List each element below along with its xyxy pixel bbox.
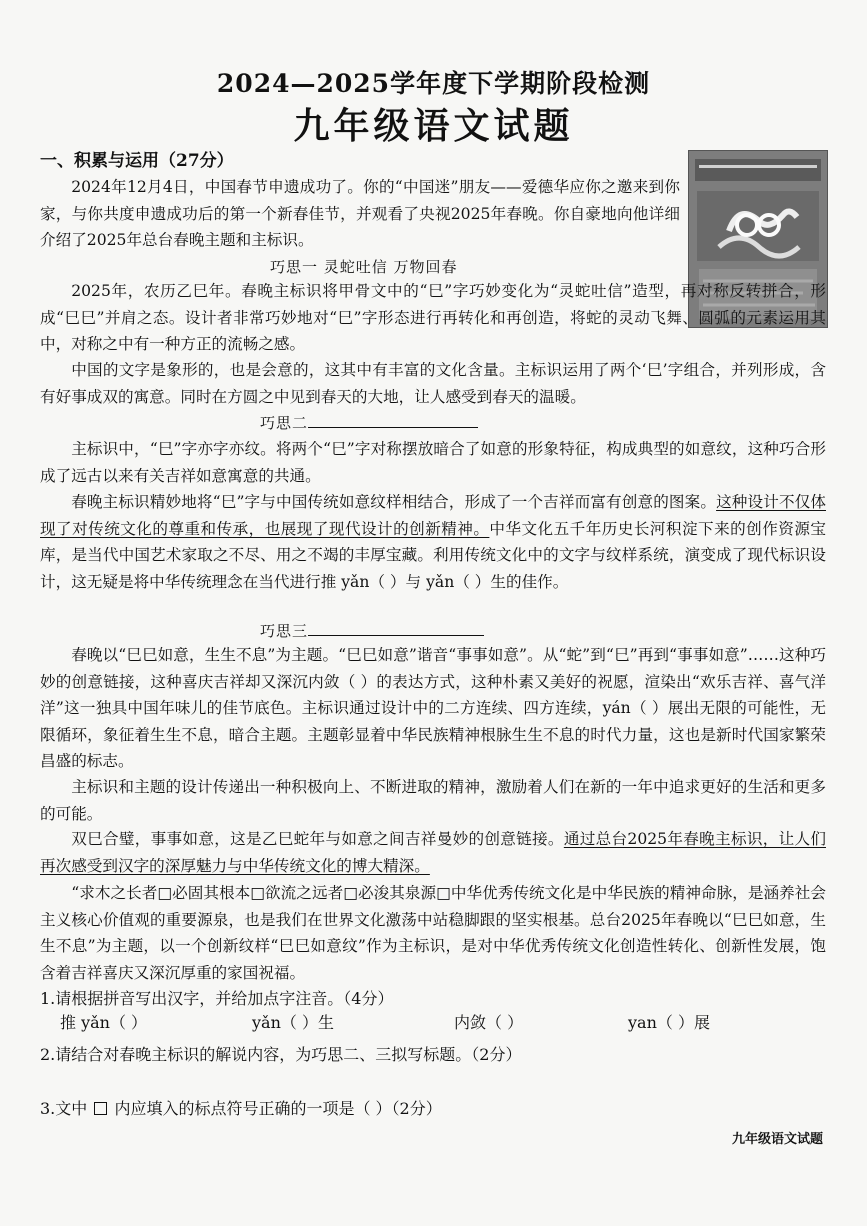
idea2-text-b: 中华文化五千年历史长河积淀下来的创作资源宝库，是当代中国艺术家取之不尽、用之不竭的丰厚宝藏。利用传统文化中的文字与纹样系统，演变成了现代标识设计，这无疑是将中华传统理念在当代进行推 yǎn（ ）与 yǎn（ ）生的佳作。: [40, 519, 826, 591]
intro-paragraph: 2024年12月4日，中国春节申遗成功了。你的“中国迷”朋友——爱德华应你之邀来到你家，与你共度申遗成功后的第一个新春佳节，并观看了央视2025年春晚。你自豪地向他详细介绍了2025年总台春晚主题和主标识。: [40, 178, 680, 249]
q3-text-b: 内应填入的标点符号正确的一项是（ ）（2分）: [114, 1099, 442, 1118]
idea3-title-blank[interactable]: [308, 620, 484, 636]
idea2-heading: [260, 412, 478, 433]
question-1: 1.请根据拼音写出汉字，并给加点字注音。（4分）: [40, 989, 394, 1008]
q3-text-a: 3.文中: [40, 1099, 88, 1118]
idea3-text-a: 双巳合璧，事事如意，这是乙巳蛇年与如意之间吉祥曼妙的创意链接。: [71, 830, 564, 848]
question-2: 2.请结合对春晚主标识的解说内容，为巧思二、三拟写标题。（2分）: [40, 1045, 522, 1064]
question-3: [40, 1096, 442, 1119]
q1-item-4[interactable]: yan（ ）展: [628, 1013, 710, 1032]
exam-title: 2024—2025学年度下学期阶段检测: [216, 69, 651, 98]
idea3-paragraph-4: “求木之长者□必固其根本□欲流之远者□必浚其泉源□中华优秀传统文化是中华民族的精神命脉，是涵养社会主义核心价值观的重要源泉，也是我们在世界文化激荡中站稳脚跟的坚实根基。总台2025年春晚以“巳巳如意，生生不息”为主题，以一个创新纹样“巳巳如意纹”作为主标识，是对中华优秀传统文化创造性转化、创新性发展，饱含着吉祥喜庆又深沉厚重的家国祝福。: [40, 884, 826, 982]
page-footer: 九年级语文试题: [731, 1132, 823, 1147]
section-heading: 一、积累与运用（27分）: [40, 151, 234, 171]
q1-item-3[interactable]: 内敛（ ）: [454, 1013, 524, 1032]
idea3-underlined-sentence: 通过总台2025年春晚主标识，让人们再次感受到汉字的深厚魅力与中华传统文化的博大精深。: [40, 830, 826, 875]
idea2-title-blank[interactable]: [308, 412, 478, 428]
idea2-underlined-sentence: 这种设计不仅体现了对传统文化的尊重和传承，也展现了现代设计的创新精神。: [40, 493, 826, 538]
idea3-heading: [260, 620, 484, 641]
idea1-title: 巧思一 灵蛇吐信 万物回春: [270, 258, 458, 276]
idea2-text-a: 春晚主标识精妙地将“巳”字与中国传统如意纹样相结合，形成了一个吉祥而富有创意的图案。: [71, 493, 717, 511]
idea1-paragraph-1: 2025年，农历乙巳年。春晚主标识将甲骨文中的“巳”字巧妙变化为“灵蛇吐信”造型，再对称反转拼合，形成“巳巳”并肩之态。设计者非常巧妙地对“巳”字形态进行再转化和再创造，将蛇的灵动飞舞、圆弧的元素运用其中，对称之中有一种方正的流畅之感。: [40, 282, 826, 353]
idea1-paragraph-2: 中国的文字是象形的，也是会意的，这其中有丰富的文化含量。主标识运用了两个‘巳’字组合，并列形成，含有好事成双的寓意。同时在方圆之中见到春天的大地，让人感受到春天的温暖。: [40, 361, 826, 406]
idea3-label: 巧思三: [260, 622, 309, 640]
q1-item-1[interactable]: 推 yǎn（ ）: [60, 1013, 148, 1032]
idea3-paragraph-3: [40, 826, 826, 879]
q1-item-2[interactable]: yǎn（ ）生: [252, 1013, 334, 1032]
idea3-paragraph-2: 主标识和主题的设计传递出一种积极向上、不断进取的精神，激励着人们在新的一年中追求更好的生活和更多的可能。: [40, 778, 826, 823]
square-box-icon: [94, 1102, 107, 1115]
idea2-paragraph-2: [40, 489, 826, 595]
idea3-paragraph-1: 春晚以“巳巳如意，生生不息”为主题。“巳巳如意”谐音“事事如意”。从“蛇”到“巳”再到“事事如意”……这种巧妙的创意链接，这种喜庆吉祥却又深沉内敛（ ）的表达方式，这种朴素又美好的祝愿，渲染出“欢乐吉祥、喜气洋洋”这一独具中国年味儿的佳节底色。主标识通过设计中的二方连续、四方连续，yán（ ）展出无限的可能性，无限循环，象征着生生不息，暗合主题。主题彰显着中华民族精神根脉生生不息的时代力量，这也是新时代国家繁荣昌盛的标志。: [40, 646, 826, 770]
subject-title: 九年级语文试题: [293, 105, 574, 147]
idea2-label: 巧思二: [260, 414, 309, 432]
idea2-paragraph-1: 主标识中，“巳”字亦字亦纹。将两个“巳”字对称摆放暗合了如意的形象特征，构成典型的如意纹，这种巧合形成了远古以来有关吉祥如意寓意的共通。: [40, 440, 826, 485]
